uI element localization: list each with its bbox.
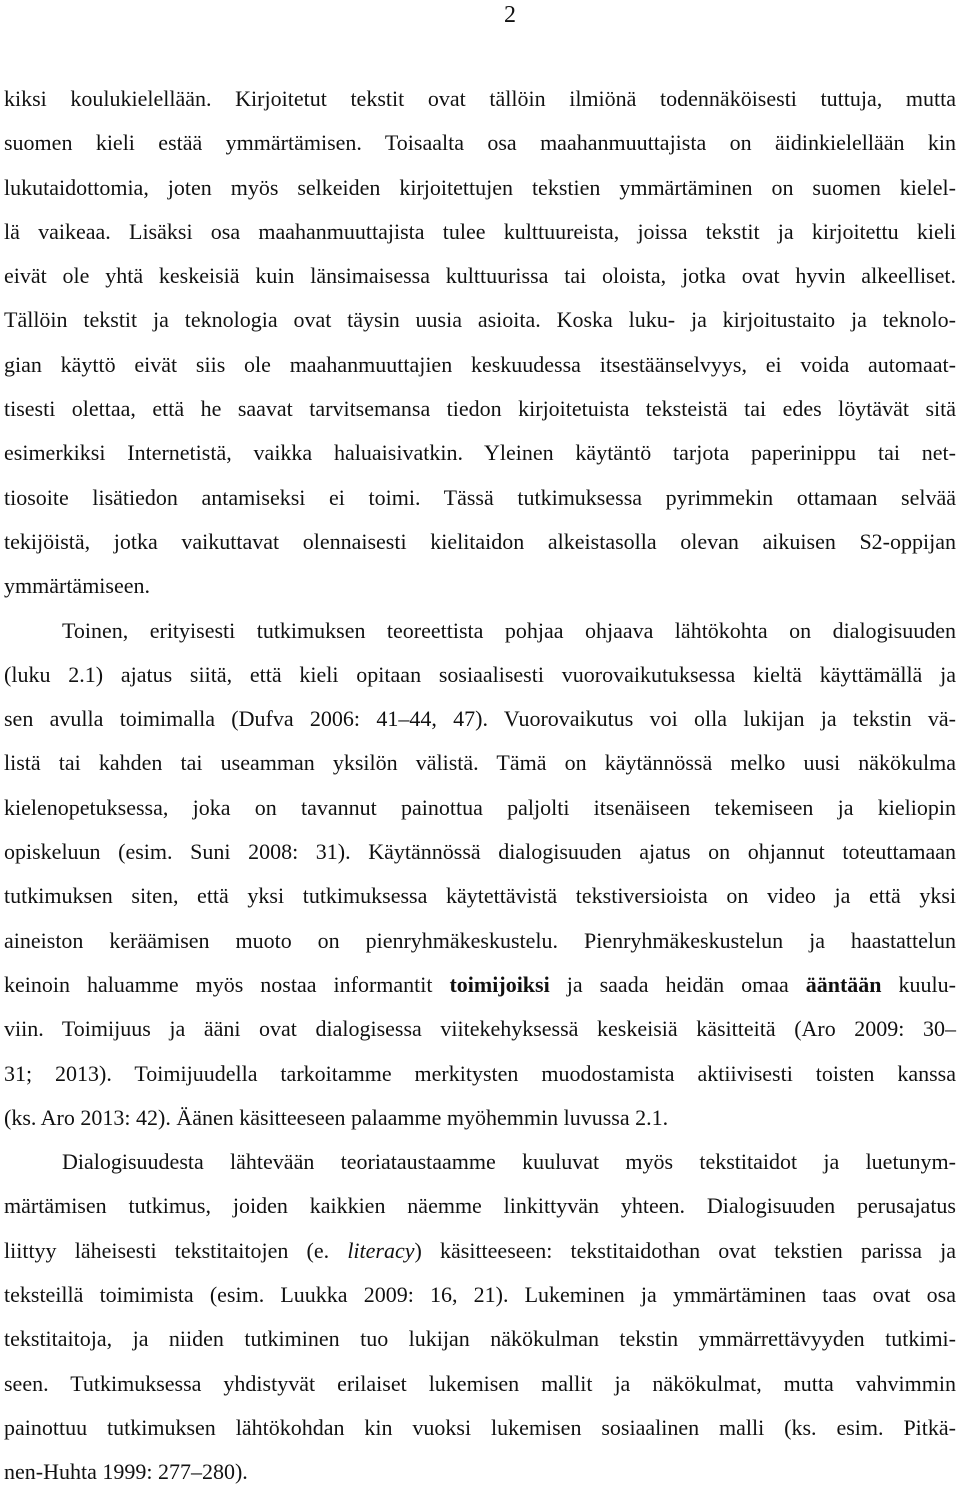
text-line-with-italic: [4, 1229, 956, 1273]
text-line: Dialogisuudesta lähtevään teoriataustaamme kuuluvat myös tekstitaidot ja luetunym-: [62, 1149, 956, 1175]
text-line: listä tai kahden tai useamman yksilön välistä. Tämä on käytännössä melko uusi näkökulma: [4, 750, 956, 776]
paragraph-2: [4, 609, 956, 1141]
text-line-with-emphasis: [4, 963, 956, 1007]
italic-term-literacy: literacy: [347, 1237, 415, 1263]
text-line: märtämisen tutkimus, joiden kaikkien näemme linkittyvän yhteen. Dialogisuuden perusajatus: [4, 1193, 956, 1219]
line-segment: keinoin haluamme myös nostaa informantit: [4, 971, 450, 997]
text-line: opiskeluun (esim. Suni 2008: 31). Käytännössä dialogisuuden ajatus on ohjannut toteuttamaan: [4, 839, 956, 865]
text-line: eivät ole yhtä keskeisiä kuin länsimaisessa kulttuurissa tai oloista, jotka ovat hyvin alkeelliset.: [4, 263, 956, 289]
text-line: tekijöistä, jotka vaikuttavat olennaisesti kielitaidon alkeistasolla olevan aikuisen S2-oppijan: [4, 528, 956, 554]
text-line: suomen kieli estää ymmärtämisen. Toisaalta osa maahanmuuttajista on äidinkielellään kin: [4, 130, 956, 156]
text-line: sen avulla toimimalla (Dufva 2006: 41–44, 47). Vuorovaikutus voi olla lukijan ja tekstin vä-: [4, 706, 956, 732]
line-segment: ) käsitteeseen: tekstitaidothan ovat tekstien parissa ja: [414, 1237, 956, 1263]
text-line: esimerkiksi Internetistä, vaikka haluaisivatkin. Yleinen käytäntö tarjota paperinippu tai net-: [4, 440, 956, 466]
emphasis-term-toimijoiksi: toimijoiksi: [449, 971, 550, 997]
text-line: tutkimuksen siten, että yksi tutkimuksessa käytettävistä tekstiversioista on video ja että yksi: [4, 883, 956, 909]
text-line: kiksi koulukielellään. Kirjoitetut tekstit ovat tällöin ilmiönä todennäköisesti tuttuja, mutta: [4, 86, 956, 111]
text-line: lukutaidottomia, joten myös selkeiden kirjoitettujen tekstien ymmärtäminen on suomen kielel-: [4, 174, 956, 200]
paragraph-1: [4, 77, 956, 609]
line-segment: kuulu-: [881, 971, 956, 997]
text-line: painottuu tutkimuksen lähtökohdan kin vuoksi lukemisen sosiaalinen malli (ks. esim. Pitkä-: [4, 1414, 956, 1440]
text-line: seen. Tutkimuksessa yhdistyvät erilaiset lukemisen mallit ja näkökulmat, mutta vahvimmin: [4, 1370, 956, 1396]
text-line: tiosoite lisätiedon antamiseksi ei toimi. Tässä tutkimuksessa pyrimmekin ottamaan selvää: [4, 484, 956, 510]
text-line: lä vaikeaa. Lisäksi osa maahanmuuttajista tulee kulttuureista, joissa tekstit ja kirjoitettu kieli: [4, 218, 956, 244]
text-line: (ks. Aro 2013: 42). Äänen käsitteeseen palaamme myöhemmin luvussa 2.1.: [4, 1104, 669, 1130]
text-line: tekstitaitoja, ja niiden tutkiminen tuo lukijan näkökulman tekstin ymmärrettävyyden tutkimi-: [4, 1326, 956, 1352]
text-line: tisesti olettaa, että he saavat tarvitsemansa tiedon kirjoitetuista teksteistä tai edes löytävät sitä: [4, 396, 956, 422]
text-line: Toinen, erityisesti tutkimuksen teoreettista pohjaa ohjaava lähtökohta on dialogisuuden: [62, 617, 956, 643]
text-line: ymmärtämiseen.: [4, 573, 151, 599]
page-number: 2: [504, 2, 516, 28]
text-line: kielenopetuksessa, joka on tavannut painottua paljolti itsenäiseen tekemiseen ja kieliopin: [4, 794, 956, 820]
line-segment: ja saada heidän omaa: [549, 971, 806, 997]
text-line: teksteillä toimimista (esim. Luukka 2009: 16, 21). Lukeminen ja ymmärtäminen taas ovat osa: [4, 1282, 956, 1308]
text-line: Tällöin tekstit ja teknologia ovat täysin uusia asioita. Koska luku- ja kirjoitustaito ja teknolo-: [4, 307, 956, 333]
text-line: gian käyttö eivät siis ole maahanmuuttajien keskuudessa itsestäänselvyys, ei voida automaat-: [4, 351, 956, 377]
line-segment: liittyy läheisesti tekstitaitojen (e.: [4, 1237, 348, 1263]
emphasis-term-aantaan: ääntään: [805, 971, 882, 997]
text-line: (luku 2.1) ajatus siitä, että kieli opitaan sosiaalisesti vuorovaikutuksessa kieltä käyttämällä ja: [4, 661, 956, 687]
text-line: viin. Toimijuus ja ääni ovat dialogisessa viitekehyksessä keskeisiä käsitteitä (Aro 2009: 30–: [4, 1016, 956, 1042]
text-line: 31; 2013). Toimijuudella tarkoitamme merkitysten muodostamista aktiivisesti toisten kanssa: [4, 1060, 956, 1086]
paragraph-3: [4, 1140, 956, 1494]
document-body: [4, 77, 956, 1495]
text-line: aineiston keräämisen muoto on pienryhmäkeskustelu. Pienryhmäkeskustelun ja haastattelun: [4, 927, 956, 953]
text-line: nen-Huhta 1999: 277–280).: [4, 1459, 248, 1485]
